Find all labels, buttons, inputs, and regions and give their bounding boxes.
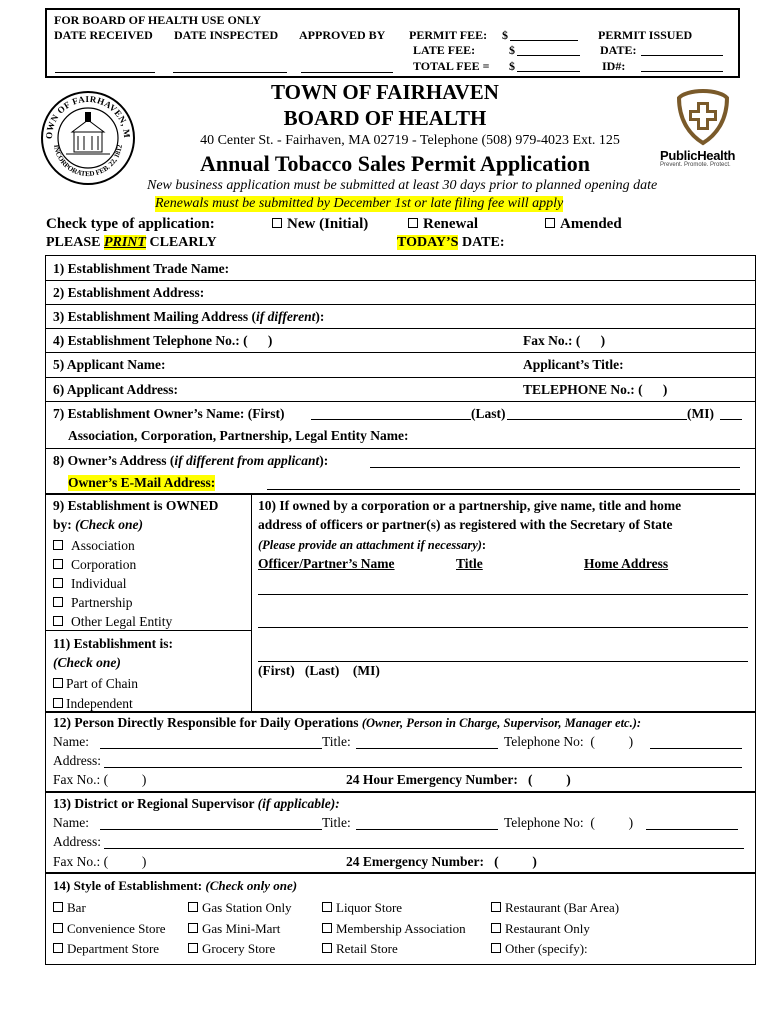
grocery-store-checkbox[interactable] bbox=[188, 943, 198, 953]
option-part-of-chain[interactable] bbox=[53, 674, 138, 694]
restaurant-only-label: Restaurant Only bbox=[505, 920, 590, 936]
trade-name-field[interactable]: 1) Establishment Trade Name: bbox=[53, 261, 230, 276]
part-of-chain-checkbox[interactable] bbox=[53, 678, 63, 688]
department-store-label: Department Store bbox=[67, 941, 160, 956]
late-fee-label: LATE FEE: bbox=[413, 43, 476, 57]
late-fee-line[interactable] bbox=[517, 55, 580, 56]
corp-instruction-line2: address of officers or partner(s) as registered with the Secretary of State bbox=[258, 517, 673, 532]
new-checkbox[interactable] bbox=[272, 218, 282, 228]
applicant-telephone-field[interactable]: TELEPHONE No.: ( ) bbox=[523, 382, 668, 397]
district-name-input[interactable] bbox=[100, 829, 322, 830]
issued-id-line[interactable] bbox=[641, 71, 723, 72]
officer-row-2[interactable] bbox=[258, 627, 748, 628]
restaurant-bar-area-label: Restaurant (Bar Area) bbox=[505, 900, 620, 915]
district-address-input[interactable] bbox=[104, 848, 744, 849]
officer-home-address-header: Home Address bbox=[584, 556, 669, 571]
establishment-style-box bbox=[45, 872, 756, 965]
convenience-store-checkbox[interactable] bbox=[53, 923, 63, 933]
bar-label: Bar bbox=[67, 900, 86, 915]
owner-address-line[interactable] bbox=[370, 467, 740, 468]
gas-station-only-label: Gas Station Only bbox=[202, 900, 292, 915]
option-restaurant-only[interactable] bbox=[491, 919, 619, 940]
daily-name-input[interactable] bbox=[100, 748, 322, 749]
officer-name-format: (First) (Last) (MI) bbox=[258, 663, 380, 678]
option-department-store[interactable] bbox=[53, 939, 166, 960]
daily-operations-title: 12) Person Directly Responsible for Daily Operations (Owner, Person in Charge, Supervisor, Manager etc.): bbox=[53, 715, 642, 730]
applicant-address-field[interactable]: 6) Applicant Address: bbox=[53, 382, 179, 397]
renewal-checkbox[interactable] bbox=[408, 218, 418, 228]
daily-address-input[interactable] bbox=[104, 767, 742, 768]
daily-address-label: Address: bbox=[53, 753, 101, 768]
office-use-title: FOR BOARD OF HEALTH USE ONLY bbox=[54, 13, 262, 27]
style-column-1 bbox=[53, 898, 166, 960]
establishment-is-options bbox=[53, 674, 138, 714]
date-received-line[interactable] bbox=[55, 72, 155, 73]
daily-title-input[interactable] bbox=[356, 748, 498, 749]
option-grocery-store[interactable] bbox=[188, 939, 292, 960]
individual-label: Individual bbox=[71, 576, 127, 591]
department-store-checkbox[interactable] bbox=[53, 943, 63, 953]
liquor-store-checkbox[interactable] bbox=[322, 902, 332, 912]
legal-entity-name-field[interactable]: Association, Corporation, Partnership, Legal Entity Name: bbox=[68, 428, 409, 443]
issued-date-label: DATE: bbox=[600, 43, 637, 57]
gas-mini-mart-label: Gas Mini-Mart bbox=[202, 920, 281, 936]
district-fax-field[interactable]: Fax No.: ( ) bbox=[53, 854, 147, 869]
style-column-2 bbox=[188, 898, 292, 960]
corp-attachment-note: (Please provide an attachment if necessary): bbox=[258, 538, 487, 552]
option-gas-station-only[interactable] bbox=[188, 898, 292, 919]
corporation-checkbox[interactable] bbox=[53, 559, 63, 569]
daily-title-label: Title: bbox=[322, 734, 351, 749]
svg-text:TOWN OF FAIRHAVEN, MA: OWN OF FAIRHAVEN, M bbox=[43, 93, 133, 140]
other-legal-entity-label: Other Legal Entity bbox=[71, 614, 173, 629]
option-membership-association[interactable] bbox=[322, 919, 466, 940]
form-title: Annual Tobacco Sales Permit Application bbox=[200, 151, 590, 176]
daily-telephone-label: Telephone No: ( ) bbox=[504, 734, 634, 749]
board-name: BOARD OF HEALTH bbox=[283, 106, 487, 130]
officer-row-1[interactable] bbox=[258, 594, 748, 595]
date-inspected-line[interactable] bbox=[173, 72, 287, 73]
permit-fee-dollar: $ bbox=[502, 28, 508, 42]
daily-operations-box bbox=[45, 711, 756, 793]
permit-fee-label: PERMIT FEE: bbox=[409, 28, 488, 42]
retail-store-label: Retail Store bbox=[336, 941, 398, 956]
option-association[interactable] bbox=[53, 536, 172, 555]
total-fee-dollar: $ bbox=[509, 59, 515, 73]
owned-by-label: by: (Check one) bbox=[53, 517, 144, 532]
approved-by-label: APPROVED BY bbox=[299, 28, 386, 42]
retail-store-checkbox[interactable] bbox=[322, 943, 332, 953]
option-individual[interactable] bbox=[53, 574, 172, 593]
ownership-options bbox=[53, 536, 172, 631]
total-fee-line[interactable] bbox=[517, 71, 580, 72]
district-supervisor-title: 13) District or Regional Supervisor (if applicable): bbox=[53, 796, 340, 811]
public-health-shield-icon bbox=[676, 88, 730, 146]
officer-name-header: Officer/Partner’s Name bbox=[258, 556, 395, 571]
applicant-title-field[interactable]: Applicant’s Title: bbox=[523, 357, 624, 372]
daily-telephone-input[interactable] bbox=[650, 748, 742, 749]
amended-checkbox[interactable] bbox=[545, 218, 555, 228]
mailing-address-field[interactable]: 3) Establishment Mailing Address (if different): bbox=[53, 309, 325, 324]
issued-id-label: ID#: bbox=[602, 59, 626, 73]
print-clearly-note: PLEASE PRINT CLEARLY bbox=[46, 235, 217, 250]
style-column-3 bbox=[322, 898, 466, 960]
corporation-label: Corporation bbox=[71, 557, 137, 572]
independent-label: Independent bbox=[66, 696, 133, 711]
officer-title-header: Title bbox=[456, 556, 483, 571]
district-supervisor-box bbox=[45, 791, 756, 874]
total-fee-label: TOTAL FEE = bbox=[413, 59, 490, 73]
establishment-address-field[interactable]: 2) Establishment Address: bbox=[53, 285, 205, 300]
grocery-store-label: Grocery Store bbox=[202, 941, 276, 956]
other-specify-label: Other (specify): bbox=[505, 941, 588, 956]
new-initial-option[interactable]: New (Initial) bbox=[272, 216, 368, 233]
option-gas-mini-mart[interactable] bbox=[188, 919, 292, 940]
district-telephone-label: Telephone No: ( ) bbox=[504, 815, 634, 830]
public-health-logo-text: PublicHealth bbox=[660, 148, 736, 163]
ownership-box bbox=[45, 493, 756, 713]
style-title: 14) Style of Establishment: (Check only one) bbox=[53, 878, 298, 893]
permit-issued-label: PERMIT ISSUED bbox=[598, 28, 693, 42]
todays-date-label: TODAY’S DATE: bbox=[397, 235, 505, 250]
approved-by-line[interactable] bbox=[301, 72, 393, 73]
partnership-checkbox[interactable] bbox=[53, 597, 63, 607]
other-legal-entity-checkbox[interactable] bbox=[53, 616, 63, 626]
district-name-label: Name: bbox=[53, 815, 89, 830]
town-name: TOWN OF FAIRHAVEN bbox=[271, 80, 499, 104]
option-bar[interactable] bbox=[53, 898, 166, 919]
owner-last-name-label: (Last) bbox=[471, 406, 506, 421]
style-column-4 bbox=[491, 898, 619, 960]
owner-first-name-field[interactable]: 7) Establishment Owner’s Name: (First) bbox=[53, 406, 285, 421]
owner-first-line[interactable] bbox=[311, 419, 471, 420]
telephone-field[interactable]: 4) Establishment Telephone No.: ( ) bbox=[53, 333, 273, 348]
owner-mi-line[interactable] bbox=[720, 419, 742, 420]
option-corporation[interactable] bbox=[53, 555, 172, 574]
public-health-tagline: Prevent. Promote. Protect. bbox=[660, 162, 731, 168]
office-use-box bbox=[45, 8, 740, 78]
restaurant-bar-area-checkbox[interactable] bbox=[491, 902, 501, 912]
district-emergency-field[interactable]: 24 Emergency Number: ( ) bbox=[346, 854, 537, 869]
owner-mi-label: (MI) bbox=[687, 406, 714, 421]
renewal-note: Renewals must be submitted by December 1st or late filing fee will apply bbox=[155, 196, 564, 211]
board-address: 40 Center St. - Fairhaven, MA 02719 - Telephone (508) 979-4023 Ext. 125 bbox=[200, 133, 620, 148]
membership-association-checkbox[interactable] bbox=[322, 923, 332, 933]
liquor-store-label: Liquor Store bbox=[336, 900, 403, 915]
main-form-box bbox=[45, 255, 756, 495]
district-address-label: Address: bbox=[53, 834, 101, 849]
establishment-is-check-one: (Check one) bbox=[53, 655, 121, 670]
renewal-option[interactable]: Renewal bbox=[408, 216, 478, 233]
other-specify-checkbox[interactable] bbox=[491, 943, 501, 953]
association-checkbox[interactable] bbox=[53, 540, 63, 550]
late-fee-dollar: $ bbox=[509, 43, 515, 57]
option-other-specify[interactable] bbox=[491, 939, 619, 960]
membership-association-label: Membership Association bbox=[336, 920, 466, 936]
option-restaurant-bar-area[interactable] bbox=[491, 898, 619, 919]
issued-date-line[interactable] bbox=[641, 55, 723, 56]
gas-station-only-checkbox[interactable] bbox=[188, 902, 198, 912]
applicant-name-field[interactable]: 5) Applicant Name: bbox=[53, 357, 166, 372]
option-liquor-store[interactable] bbox=[322, 898, 466, 919]
owned-by-title: 9) Establishment is OWNED bbox=[53, 498, 219, 513]
daily-name-label: Name: bbox=[53, 734, 89, 749]
daily-emergency-field[interactable]: 24 Hour Emergency Number: ( ) bbox=[346, 772, 571, 787]
partnership-label: Partnership bbox=[71, 595, 133, 610]
bar-checkbox[interactable] bbox=[53, 902, 63, 912]
district-title-input[interactable] bbox=[356, 829, 498, 830]
option-partnership[interactable] bbox=[53, 593, 172, 612]
option-convenience-store[interactable] bbox=[53, 919, 166, 940]
option-retail-store[interactable] bbox=[322, 939, 466, 960]
establishment-is-title: 11) Establishment is: bbox=[53, 636, 174, 651]
permit-fee-line[interactable] bbox=[510, 40, 578, 41]
restaurant-only-checkbox[interactable] bbox=[491, 923, 501, 933]
association-label: Association bbox=[71, 538, 135, 553]
part-of-chain-label: Part of Chain bbox=[66, 676, 138, 691]
daily-fax-field[interactable]: Fax No.: ( ) bbox=[53, 772, 147, 787]
check-type-label: Check type of application: bbox=[46, 216, 215, 232]
amended-option[interactable]: Amended bbox=[545, 216, 622, 233]
gas-mini-mart-checkbox[interactable] bbox=[188, 923, 198, 933]
owner-last-line[interactable] bbox=[507, 419, 687, 420]
district-telephone-input[interactable] bbox=[646, 829, 738, 830]
independent-checkbox[interactable] bbox=[53, 698, 63, 708]
fax-field[interactable]: Fax No.: ( ) bbox=[523, 333, 606, 348]
owner-email-line[interactable] bbox=[267, 489, 740, 490]
owner-email-field[interactable]: Owner’s E-Mail Address: bbox=[68, 475, 216, 490]
new-business-note: New business application must be submitted at least 30 days prior to planned opening date bbox=[147, 178, 658, 193]
date-inspected-label: DATE INSPECTED bbox=[174, 28, 279, 42]
date-received-label: DATE RECEIVED bbox=[54, 28, 153, 42]
individual-checkbox[interactable] bbox=[53, 578, 63, 588]
owner-address-field[interactable]: 8) Owner’s Address (if different from applicant): bbox=[53, 453, 329, 468]
svg-text:INCORPORATED FEB. 22, 1812: INCORPORATED FEB. 22, 1812 bbox=[52, 144, 124, 179]
district-title-label: Title: bbox=[322, 815, 351, 830]
convenience-store-label: Convenience Store bbox=[67, 920, 166, 936]
officer-row-3[interactable] bbox=[258, 661, 748, 662]
corp-instruction-line1: 10) If owned by a corporation or a partnership, give name, title and home bbox=[258, 498, 682, 513]
option-other-legal-entity[interactable] bbox=[53, 612, 172, 631]
